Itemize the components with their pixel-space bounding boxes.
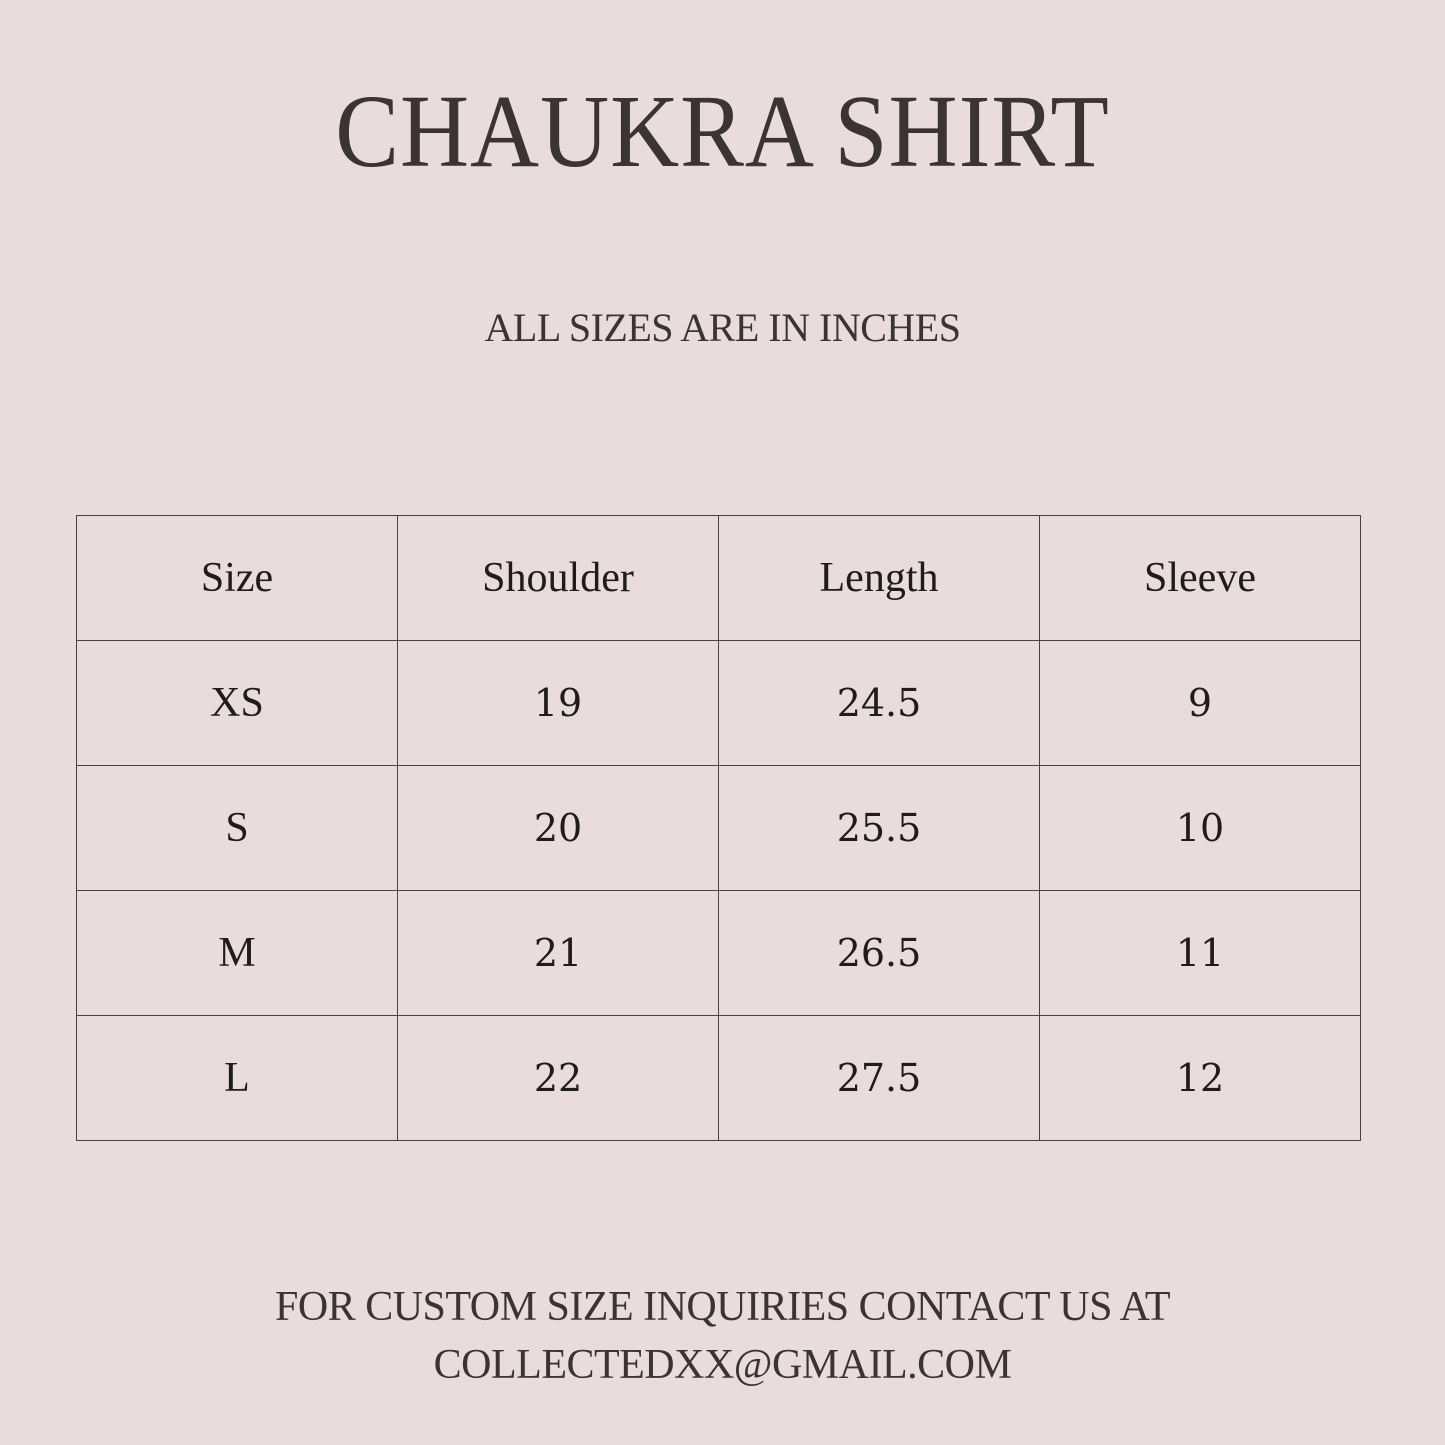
cell-size: XS [77,641,398,766]
cell-size: L [77,1016,398,1141]
cell-shoulder: 19 [398,641,719,766]
table-row [77,891,1361,1016]
cell-sleeve: 9 [1040,641,1361,766]
cell-sleeve: 11 [1040,891,1361,1016]
contact-note [0,1278,1445,1394]
table-header-row [77,516,1361,641]
header-length: Length [719,516,1040,641]
contact-email: COLLECTEDXX@GMAIL.COM [433,1342,1012,1388]
header-sleeve: Sleeve [1040,516,1361,641]
cell-shoulder: 22 [398,1016,719,1141]
cell-length: 27.5 [719,1016,1040,1141]
page-title: CHAUKRA SHIRT [335,74,1110,189]
table-row [77,1016,1361,1141]
header-shoulder: Shoulder [398,516,719,641]
cell-sleeve: 12 [1040,1016,1361,1141]
table-row [77,766,1361,891]
header-size: Size [77,516,398,641]
cell-shoulder: 21 [398,891,719,1016]
units-note: ALL SIZES ARE IN INCHES [484,305,961,350]
cell-size: M [77,891,398,1016]
cell-length: 26.5 [719,891,1040,1016]
size-chart-table [76,515,1361,1141]
contact-text: FOR CUSTOM SIZE INQUIRIES CONTACT US AT [274,1284,1171,1330]
cell-length: 25.5 [719,766,1040,891]
table-row [77,641,1361,766]
cell-length: 24.5 [719,641,1040,766]
cell-size: S [77,766,398,891]
cell-shoulder: 20 [398,766,719,891]
cell-sleeve: 10 [1040,766,1361,891]
